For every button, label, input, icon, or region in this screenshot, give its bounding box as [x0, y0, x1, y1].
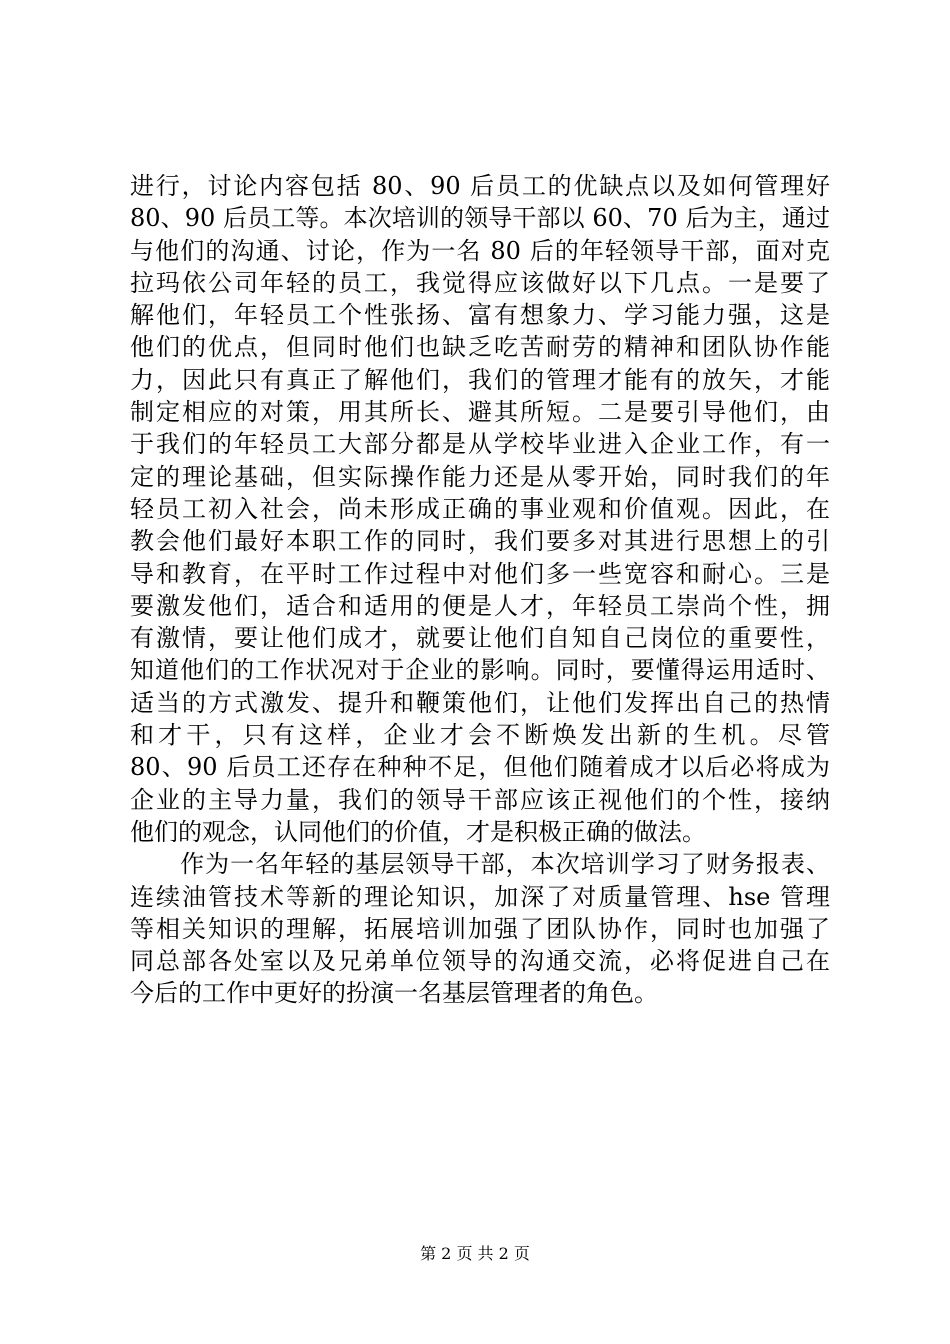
- text-line: 进行，讨论内容包括 80、90 后员工的优缺点以及如何管理好: [130, 172, 830, 200]
- text-line: 解他们，年轻员工个性张扬、富有想象力、学习能力强，这是: [130, 301, 830, 330]
- text-line: 于我们的年轻员工大部分都是从学校毕业进入企业工作，有一: [130, 430, 830, 459]
- text-line: 80、90 后员工等。本次培训的领导干部以 60、70 后为主，通过: [130, 204, 830, 233]
- text-line: 80、90 后员工还存在种种不足，但他们随着成才以后必将成为: [130, 753, 830, 782]
- text-line: 教会他们最好本职工作的同时，我们要多对其进行思想上的引: [130, 527, 830, 556]
- text-line: 制定相应的对策，用其所长、避其所短。二是要引导他们，由: [130, 398, 830, 427]
- body-text: [130, 170, 830, 1010]
- text-line: 企业的主导力量，我们的领导干部应该正视他们的个性，接纳: [130, 785, 830, 814]
- text-line: 同总部各处室以及兄弟单位领导的沟通交流，必将促进自己在: [130, 947, 830, 976]
- text-line: 今后的工作中更好的扮演一名基层管理者的角色。: [130, 979, 658, 1008]
- text-line: 轻员工初入社会，尚未形成正确的事业观和价值观。因此，在: [130, 494, 830, 523]
- text-line: 连续油管技术等新的理论知识，加深了对质量管理、hse 管理: [130, 882, 830, 911]
- text-line: 他们的观念，认同他们的价值，才是积极正确的做法。: [130, 817, 706, 846]
- text-line: 导和教育，在平时工作过程中对他们多一些宽容和耐心。三是: [130, 559, 830, 588]
- text-line: 知道他们的工作状况对于企业的影响。同时，要懂得运用适时、: [130, 656, 830, 685]
- text-line: 他们的优点，但同时他们也缺乏吃苦耐劳的精神和团队协作能: [130, 333, 830, 362]
- text-line: 和才干，只有这样，企业才会不断焕发出新的生机。尽管: [130, 721, 830, 750]
- text-line: 作为一名年轻的基层领导干部，本次培训学习了财务报表、: [130, 850, 830, 879]
- page-footer: 第 2 页 共 2 页: [420, 1244, 530, 1263]
- text-line: 拉玛依公司年轻的员工，我觉得应该做好以下几点。一是要了: [130, 268, 830, 297]
- text-line: 适当的方式激发、提升和鞭策他们，让他们发挥出自己的热情: [130, 688, 830, 717]
- text-line: 与他们的沟通、讨论，作为一名 80 后的年轻领导干部，面对克: [130, 236, 830, 265]
- text-line: 力，因此只有真正了解他们，我们的管理才能有的放矢，才能: [130, 365, 830, 394]
- text-line: 要激发他们，适合和适用的便是人才，年轻员工崇尚个性，拥: [130, 591, 830, 620]
- text-line: 定的理论基础，但实际操作能力还是从零开始，同时我们的年: [130, 462, 830, 491]
- text-line: 有激情，要让他们成才，就要让他们自知自己岗位的重要性，: [130, 624, 830, 653]
- text-line: 等相关知识的理解，拓展培训加强了团队协作，同时也加强了: [130, 914, 830, 943]
